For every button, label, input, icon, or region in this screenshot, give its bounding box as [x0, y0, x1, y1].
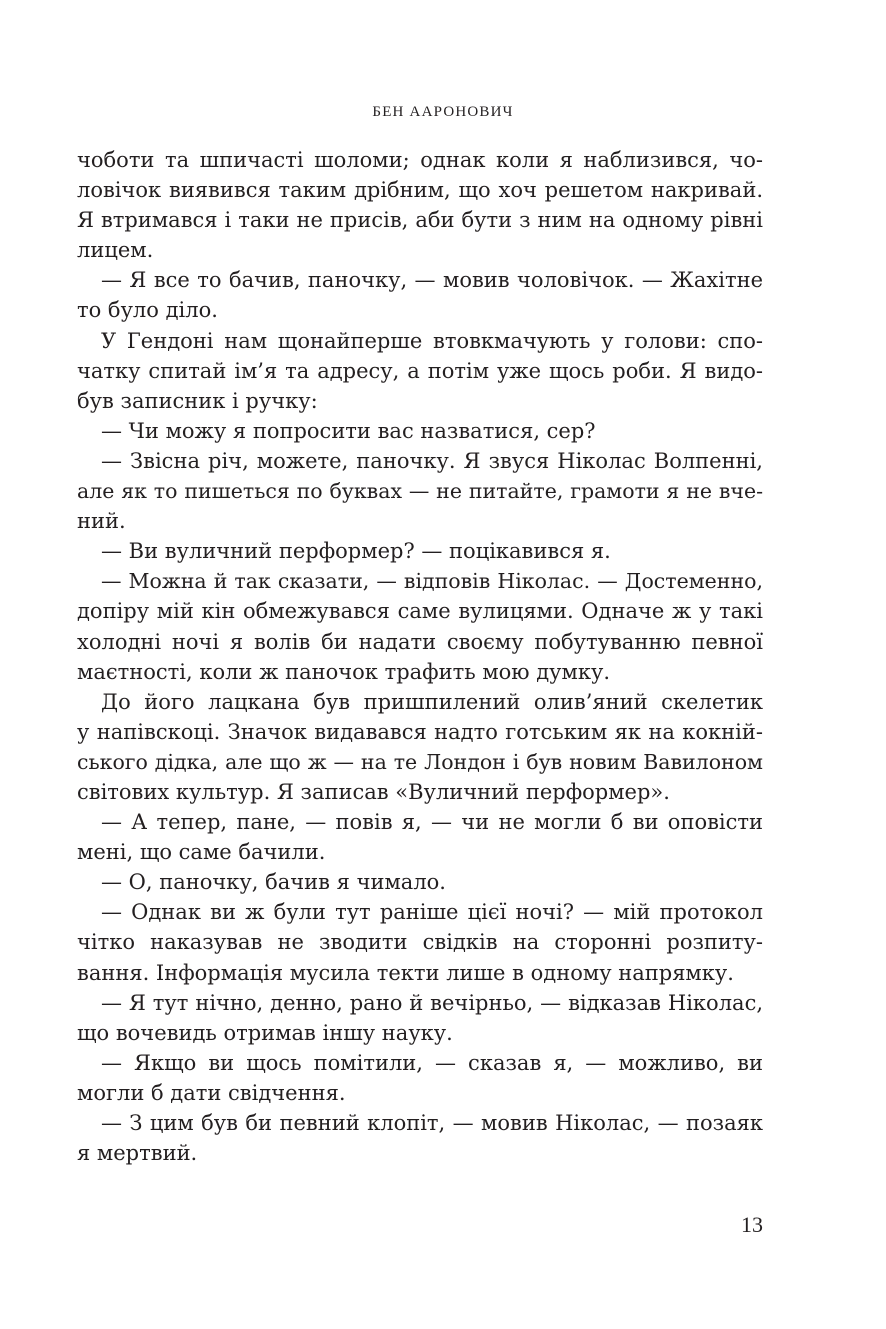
- text-line: — О, паночку, бачив я чимало.: [101, 870, 446, 895]
- page-number: 13: [741, 1212, 763, 1237]
- text-line: — Я тут нічно, денно, рано й вечірньо, — відказав Ніколас,: [101, 990, 763, 1015]
- text-line: — Ви вуличний перформер? — поцікавився я.: [101, 539, 611, 564]
- text-line: допіру мій кін обмежувався саме вулицями. Одначе ж у такі: [77, 599, 763, 624]
- text-line: чітко наказував не зводити свідків на сторонні розпиту-: [77, 930, 763, 955]
- text-line: — Якщо ви щось помітили, — сказав я, — можливо, ви: [101, 1050, 763, 1075]
- text-line: До його лацкана був пришпилений олив’яний скелетик: [101, 689, 763, 714]
- text-line: ний.: [77, 509, 126, 534]
- text-line: я мертвий.: [77, 1141, 198, 1166]
- text-line: був записник і ручку:: [77, 388, 318, 413]
- text-line: що вочевидь отримав іншу науку.: [77, 1020, 453, 1045]
- text-line: маєтності, коли ж паночок трафить мою думку.: [77, 659, 611, 684]
- text-line: — Чи можу я попросити вас назватися, сер?: [101, 418, 596, 443]
- text-line: світових культур. Я записав «Вуличний перформер».: [77, 779, 670, 804]
- text-line: Я втримався і таки не присів, аби бути з ним на одному рівні: [77, 208, 763, 233]
- text-line: — З цим був би певний клопіт, — мовив Ніколас, — позаяк: [101, 1111, 763, 1135]
- text-line: — Я все то бачив, паночку, — мовив чоловічок. — Жахітне: [101, 268, 763, 293]
- text-line: — Можна й так сказати, — відповів Ніколас. — Достеменно,: [101, 569, 763, 594]
- text-line: — Однак ви ж були тут раніше цієї ночі? — мій протокол: [101, 900, 763, 925]
- text-line: у напівскоці. Значок видавався надто готським як на кокній-: [77, 719, 763, 744]
- text-line: ського дідка, але що ж — на те Лондон і був новим Вавилоном: [77, 749, 763, 774]
- text-line: могли б дати свідчення.: [77, 1080, 346, 1105]
- text-line: вання. Інформація мусила текти лише в одному напрямку.: [77, 960, 734, 985]
- text-line: У Гендоні нам щонайперше втовкмачують у голови: спо-: [101, 328, 763, 353]
- text-line: — А тепер, пане, — повів я, — чи не могли б ви оповісти: [101, 810, 763, 835]
- text-line: холодні ночі я волів би надати своєму побутуванню певної: [77, 629, 763, 654]
- body-text: [77, 145, 763, 1168]
- text-line: але як то пишеться по буквах — не питайте, грамоти я не вче-: [77, 479, 763, 504]
- text-line: — Звісна річ, можете, паночку. Я звуся Ніколас Волпенні,: [101, 448, 763, 473]
- text-line: чатку спитай ім’я та адресу, а потім уже щось роби. Я видо-: [77, 358, 763, 383]
- text-line: лицем.: [77, 238, 154, 263]
- running-header: БЕН ААРОНОВИЧ: [372, 104, 514, 120]
- text-line: то було діло.: [77, 298, 218, 323]
- text-line: ловічок виявився таким дрібним, що хоч решетом накривай.: [77, 178, 763, 203]
- text-line: чоботи та шпичасті шоломи; однак коли я наблизився, чо-: [77, 148, 763, 172]
- text-line: мені, що саме бачили.: [77, 840, 326, 865]
